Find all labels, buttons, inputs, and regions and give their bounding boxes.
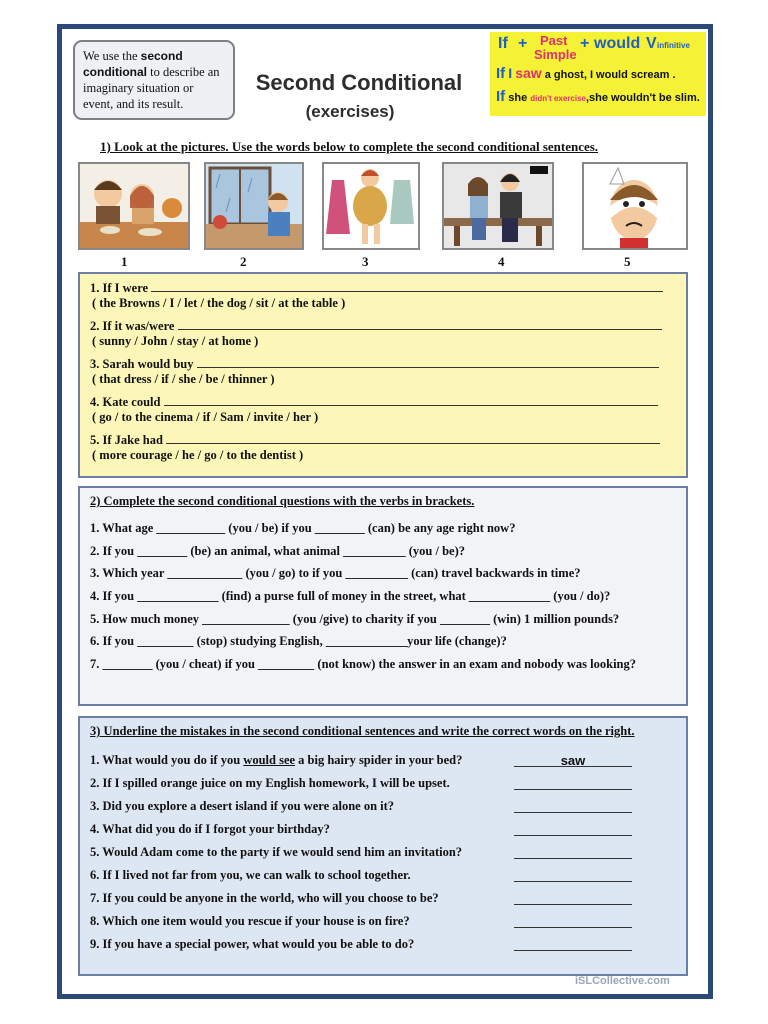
formula-plus-2: + [580,35,590,52]
sentence-row: 6. If I lived not far from you, we can walk to school together. [90,868,676,891]
mistake-text: would see [243,753,296,767]
sentence-row: 4. What did you do if I forgot your birthday? [90,822,676,845]
formula-would: would [594,35,641,52]
answer-line[interactable] [514,868,632,882]
answer-line[interactable] [514,914,632,928]
picture-couple-bench [442,162,554,250]
question-row: 5. How much money ______________ (you /give) to charity if you ________ (win) 1 million pounds? [90,611,620,626]
list-item: 5. If Jake had ( more courage / he / go / to the dentist ) [90,432,676,470]
question-row: 6. If you _________ (stop) studying English, _____________your life (change)? [90,634,507,649]
question-row: 4. If you _____________ (find) a purse full of money in the street, what _____________ (you / do)? [90,589,611,604]
picture-number-2: 2 [240,254,247,269]
section3-box [78,716,688,976]
sentence-row: 7. If you could be anyone in the world, who will you choose to be? [90,891,676,914]
sentence-row: 5. Would Adam come to the party if we would send him an invitation? [90,845,676,868]
picture-number-3: 3 [362,254,369,269]
formula-past: Past [540,33,568,48]
section1-title: 1) Look at the pictures. Use the words below to complete the second conditional sentences. [100,139,599,154]
formula-if: If [498,35,508,52]
answer-line[interactable] [514,776,632,790]
page-subtitle: (exercises) [305,102,395,121]
answer-line[interactable] [514,937,632,951]
question-row: 1. What age ___________ (you / be) if you ________ (can) be any age right now? [90,521,516,535]
formula-plus: + [518,35,528,52]
list-item: 4. Kate could ( go / to the cinema / if / Sam / invite / her ) [90,394,676,432]
section2-title: 2) Complete the second conditional questions with the verbs in brackets. [90,494,475,508]
intro-text-rest: to describe an imaginary situation or event, and its result. [83,65,220,111]
section2-box [78,486,688,706]
answer-line[interactable] [164,394,658,406]
answer-line[interactable] [514,891,632,905]
question-row: 3. Which year ____________ (you / go) to if you __________ (can) travel backwards in time? [90,566,581,581]
picture-family-dinner [78,162,190,250]
formula-box [490,32,706,116]
answer-line[interactable] [178,318,662,330]
question-row: 2. If you ________ (be) an animal, what animal __________ (you / be)? [90,543,466,558]
list-item: 1. If I were ( the Browns / I / let / the dog / sit / at the table ) [90,280,676,318]
formula-example-1: If I saw a ghost, I would scream . [496,65,676,82]
answer-line[interactable] [151,280,663,292]
section1-box [78,272,688,478]
formula-simple: Simple [534,47,577,62]
list-item: 3. Sarah would buy ( that dress / if / she / be / thinner ) [90,356,676,394]
picture-number-1: 1 [121,254,128,269]
picture-row [78,162,690,252]
page-title: Second Conditional [255,70,463,95]
answer-line[interactable] [197,356,659,368]
answer-line[interactable]: saw [514,753,632,767]
picture-toothache [582,162,688,250]
picture-rainy-window [204,162,304,250]
sentence-row: 1. What would you do if you would see a big hairy spider in your bed? saw [90,753,676,776]
question-row: 7. ________ (you / cheat) if you _________ (not know) the answer in an exam and nobody was looking? [90,657,637,672]
answer-line[interactable] [514,799,632,813]
formula-infinitive: infinitive [657,41,690,50]
answer-line[interactable] [514,845,632,859]
watermark: iSLCollective.com [575,975,670,987]
intro-bold: second conditional [83,49,183,79]
formula-v: V [646,35,657,52]
answer-line[interactable] [514,822,632,836]
sentence-row: 2. If I spilled orange juice on my English homework, I will be upset. [90,776,676,799]
intro-text: We use the [83,49,141,63]
intro-box [73,40,235,120]
list-item: 2. If it was/were ( sunny / John / stay / at home ) [90,318,676,356]
section3-title: 3) Underline the mistakes in the second conditional sentences and write the correct words on the right. [90,724,635,738]
picture-woman-dress [322,162,420,250]
picture-number-5: 5 [624,254,631,269]
picture-number-4: 4 [498,254,505,269]
formula-example-2: If she didn't exercise,she wouldn't be slim. [496,88,700,105]
sentence-row: 8. Which one item would you rescue if your house is on fire? [90,914,676,937]
answer-line[interactable] [166,432,660,444]
sentence-row: 3. Did you explore a desert island if you were alone on it? [90,799,676,822]
sentence-row: 9. If you have a special power, what would you be able to do? [90,937,676,960]
